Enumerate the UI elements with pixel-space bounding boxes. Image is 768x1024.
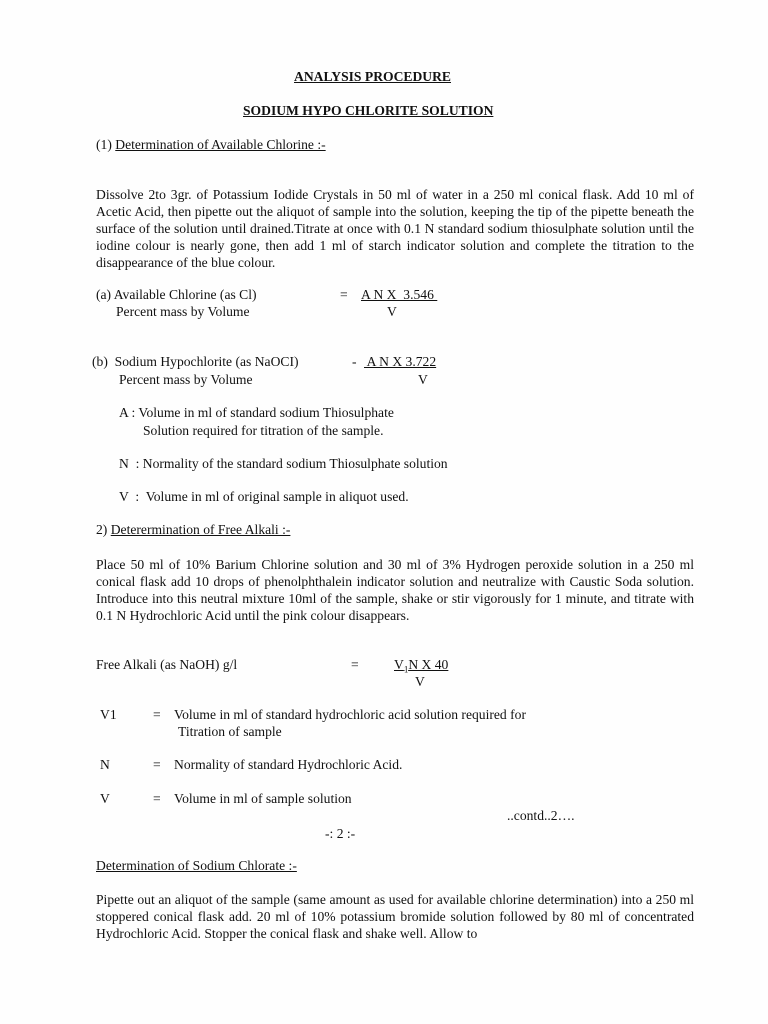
formula-a-denominator: V	[387, 304, 397, 319]
formula-b-denominator: V	[418, 372, 428, 387]
section1-heading: Determination of Available Chlorine :-	[115, 137, 326, 152]
formula-a-sign: =	[340, 287, 348, 302]
definition-v1-text2: Titration of sample	[178, 724, 282, 739]
formula-b-sublabel: Percent mass by Volume	[119, 372, 253, 387]
definition-v2-sym: V	[100, 791, 110, 806]
section2-heading-line	[96, 522, 290, 538]
formula-b-label: (b) Sodium Hypochlorite (as NaOCI)	[92, 354, 299, 369]
section1-paragraph: Dissolve 2to 3gr. of Potassium Iodide Crystals in 50 ml of water in a 250 ml conical flask. Add 10 ml of Acetic Acid, then pipette out the aliquot of sample into the solution, keeping the tip of the pipette beneath the surface of the solution until drained.Titrate at once with 0.1 N standard sodium thiosulphate solution until the iodine colour is nearly gone, then add 1 ml of starch indicator solution and complete the titration to the disappearance of the blue colour.	[96, 187, 694, 270]
formula-a-sublabel: Percent mass by Volume	[116, 304, 250, 319]
definition-n2-eq: =	[153, 757, 161, 772]
formula-b-sign: -	[352, 354, 357, 369]
page-subtitle: SODIUM HYPO CHLORITE SOLUTION	[243, 103, 494, 118]
section2-heading: Deterermination of Free Alkali :-	[110, 522, 291, 537]
formula-a-numerator: A N X 3.546	[361, 287, 438, 302]
definition-n2-sym: N	[100, 757, 110, 772]
page-title: ANALYSIS PROCEDURE	[294, 69, 451, 84]
section3-heading: Determination of Sodium Chlorate :-	[96, 858, 297, 873]
formula-free-alkali-sign: =	[351, 657, 359, 672]
section3-paragraph: Pipette out an aliquot of the sample (same amount as used for available chlorine determination) into a 250 ml stoppered conical flask add. 20 ml of 10% potassium bromide solution followed by 80 ml of concentrated Hydrochloric Acid. Stopper the conical flask and shake well. Allow to	[96, 892, 694, 941]
contd-note: ..contd..2….	[507, 808, 575, 823]
numerator-v: V	[394, 657, 404, 672]
formula-b-numerator: A N X 3.722	[364, 354, 437, 369]
definition-v1-sym: V1	[100, 707, 117, 722]
definition-v2-eq: =	[153, 791, 161, 806]
definition-a-line2: Solution required for titration of the sample.	[143, 423, 384, 438]
section2-number: 2)	[96, 522, 108, 537]
section1-number: (1)	[96, 137, 112, 152]
formula-free-alkali-denominator: V	[415, 674, 425, 689]
formula-a-label: (a) Available Chlorine (as Cl)	[96, 287, 257, 302]
formula-free-alkali-label: Free Alkali (as NaOH) g/l	[96, 657, 238, 672]
section1-heading-line	[96, 137, 326, 153]
numerator-rest: N X 40	[408, 657, 449, 672]
definition-v1-text: Volume in ml of standard hydrochloric acid solution required for	[174, 707, 526, 722]
definition-a-line1: A : Volume in ml of standard sodium Thiosulphate	[119, 405, 394, 420]
definition-v: V : Volume in ml of original sample in aliquot used.	[119, 489, 409, 504]
definition-v2-text: Volume in ml of sample solution	[174, 791, 352, 806]
definition-n2-text: Normality of standard Hydrochloric Acid.	[174, 757, 403, 772]
page-marker: -: 2 :-	[325, 826, 356, 841]
numerator-subscript: 1	[403, 664, 409, 675]
definition-n: N : Normality of the standard sodium Thiosulphate solution	[119, 456, 448, 471]
section2-paragraph: Place 50 ml of 10% Barium Chlorine solution and 30 ml of 3% Hydrogen peroxide solution in a 250 ml conical flask add 10 drops of phenolphthalein indicator solution and neutralize with Caustic Soda solution. Introduce into this neutral mixture 10ml of the sample, shake or stir vigorously for 1 minute, and titrate with 0.1 N Hydrochloric Acid until the pink colour disappears.	[96, 557, 694, 623]
definition-v1-eq: =	[153, 707, 161, 722]
